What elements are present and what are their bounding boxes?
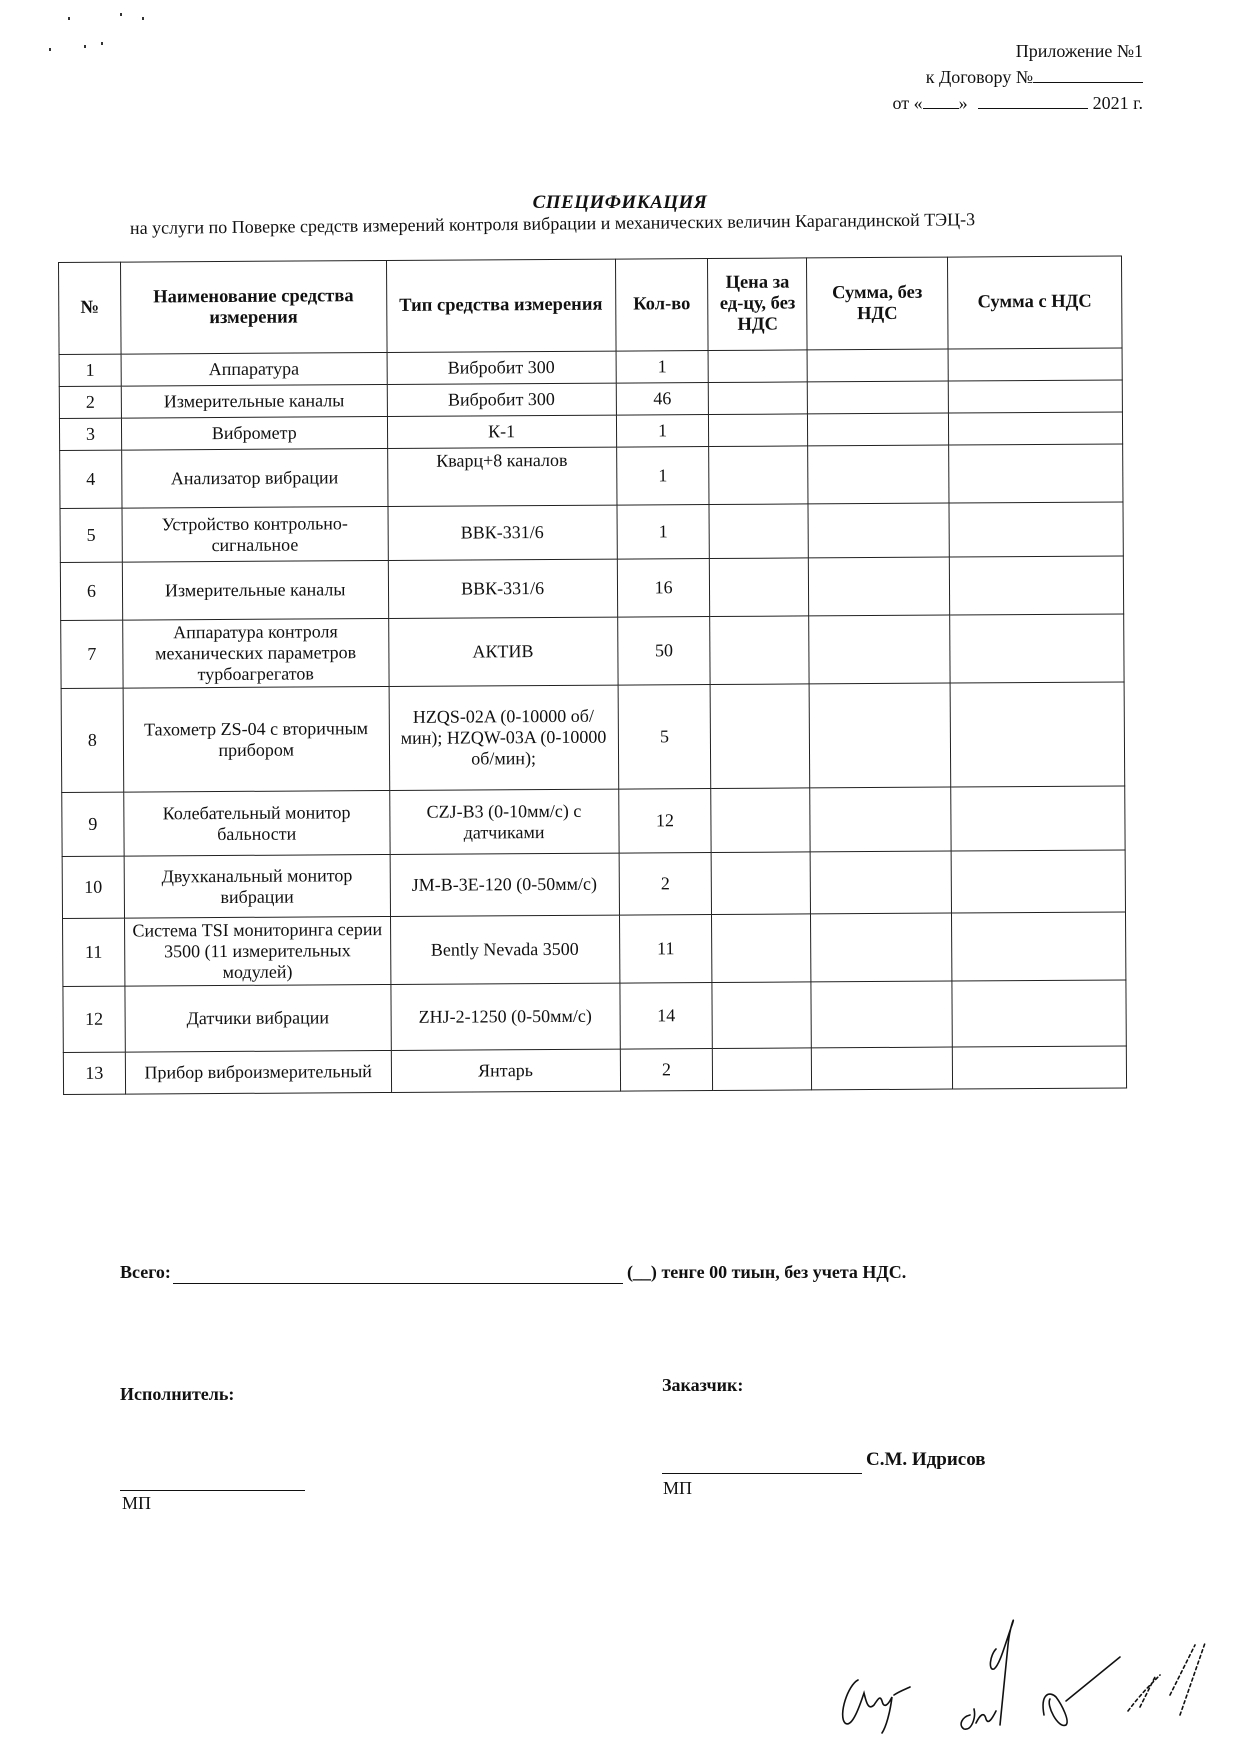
item-name: Анализатор вибрации xyxy=(122,448,388,508)
row-number: 5 xyxy=(60,508,122,562)
col-header-price: Цена за ед-цу, без НДС xyxy=(708,258,807,351)
row-number: 4 xyxy=(60,450,122,508)
sum-with-vat-cell[interactable] xyxy=(948,412,1122,445)
item-name: Измерительные каналы xyxy=(122,560,388,620)
sum-with-vat-cell[interactable] xyxy=(951,912,1126,981)
scan-speck xyxy=(49,48,51,51)
unit-price-cell[interactable] xyxy=(710,616,809,685)
sum-without-vat-cell[interactable] xyxy=(808,503,949,558)
scan-speck xyxy=(120,13,122,16)
scan-speck xyxy=(101,42,103,45)
table-header-row xyxy=(59,256,1123,354)
item-quantity: 11 xyxy=(619,915,712,984)
sum-with-vat-cell[interactable] xyxy=(948,348,1122,381)
executor-label: Исполнитель: xyxy=(120,1384,235,1404)
unit-price-cell[interactable] xyxy=(709,350,808,383)
date-prefix: от « xyxy=(892,93,923,113)
item-quantity: 1 xyxy=(617,505,710,560)
sum-with-vat-cell[interactable] xyxy=(948,444,1123,503)
item-name: Аппаратура xyxy=(121,352,387,386)
table-row xyxy=(61,614,1124,688)
item-type: АКТИВ xyxy=(388,617,618,686)
row-number: 11 xyxy=(63,918,125,986)
row-number: 2 xyxy=(59,386,121,418)
total-amount-words: (__) xyxy=(626,1262,657,1282)
handwritten-signature-icon xyxy=(1128,1643,1205,1715)
executor-stamp-label: МП xyxy=(122,1493,152,1513)
unit-price-cell[interactable] xyxy=(709,504,808,559)
sum-without-vat-cell[interactable] xyxy=(809,557,950,616)
item-type: ВВК-331/6 xyxy=(388,559,617,618)
unit-price-cell[interactable] xyxy=(709,446,808,505)
total-label: Всего: xyxy=(120,1262,171,1282)
item-name: Измерительные каналы xyxy=(121,384,387,418)
table-row xyxy=(63,912,1126,986)
row-number: 1 xyxy=(59,354,121,386)
item-type: ВВК-331/6 xyxy=(388,505,617,560)
item-quantity: 46 xyxy=(616,383,709,416)
item-name: Аппаратура контроля механических параметров турбоагрегатов xyxy=(123,618,389,688)
unit-price-cell[interactable] xyxy=(709,382,808,415)
row-number: 13 xyxy=(63,1052,125,1094)
customer-signatory-name: С.М. Идрисов xyxy=(866,1449,986,1470)
item-quantity: 1 xyxy=(616,351,709,384)
sum-with-vat-cell[interactable] xyxy=(951,786,1126,851)
handwritten-signature-icon xyxy=(1043,1657,1120,1725)
sum-without-vat-cell[interactable] xyxy=(808,413,949,446)
row-number: 12 xyxy=(63,986,125,1052)
sum-without-vat-cell[interactable] xyxy=(811,913,952,982)
scan-speck xyxy=(142,17,144,20)
item-name: Тахометр ZS-04 с вторичным прибором xyxy=(123,686,389,792)
date-mid: » xyxy=(958,93,968,113)
item-type: ZHJ-2-1250 (0-50мм/с) xyxy=(390,983,619,1050)
scan-speck xyxy=(84,45,86,48)
row-number: 6 xyxy=(60,562,122,620)
table-row xyxy=(62,850,1125,918)
row-number: 8 xyxy=(61,688,124,792)
item-type: К-1 xyxy=(387,415,616,448)
item-name: Система TSI мониторинга серии 3500 (11 измерительных модулей) xyxy=(124,916,390,986)
appendix-header xyxy=(893,38,1144,116)
col-header-sum: Сумма, без НДС xyxy=(807,257,948,350)
sum-without-vat-cell[interactable] xyxy=(809,683,950,788)
sum-without-vat-cell[interactable] xyxy=(811,981,952,1048)
handwritten-signature-icon xyxy=(961,1620,1013,1729)
col-header-num: № xyxy=(59,262,121,354)
executor-signature-line[interactable] xyxy=(120,1490,305,1491)
table-row xyxy=(60,444,1123,508)
item-quantity: 1 xyxy=(616,415,709,448)
unit-price-cell[interactable] xyxy=(712,914,811,983)
signatures-area xyxy=(830,1605,1230,1750)
sum-with-vat-cell[interactable] xyxy=(952,980,1127,1047)
contract-label: к Договору № xyxy=(925,67,1033,87)
row-number: 3 xyxy=(59,418,121,450)
sum-without-vat-cell[interactable] xyxy=(810,851,951,914)
item-quantity: 5 xyxy=(618,685,711,790)
item-type: Кварц+8 каналов xyxy=(387,447,616,506)
item-type: Bently Nevada 3500 xyxy=(390,915,620,984)
unit-price-cell[interactable] xyxy=(712,982,811,1049)
table-row xyxy=(63,980,1126,1052)
item-quantity: 50 xyxy=(617,617,710,686)
row-number: 7 xyxy=(61,620,123,688)
item-type: Вибробит 300 xyxy=(387,351,616,384)
item-name: Двухканальный монитор вибрации xyxy=(124,854,390,918)
item-quantity: 2 xyxy=(619,853,712,916)
item-quantity: 1 xyxy=(616,447,709,506)
item-quantity: 2 xyxy=(620,1049,713,1092)
total-amount-field[interactable] xyxy=(173,1262,623,1284)
date-line xyxy=(893,90,1144,116)
unit-price-cell[interactable] xyxy=(710,558,809,617)
item-quantity: 12 xyxy=(618,789,711,854)
unit-price-cell[interactable] xyxy=(711,684,810,789)
item-type: HZQS-02A (0-10000 об/мин); HZQW-03A (0-10000 об/мин); xyxy=(389,685,619,790)
col-header-sum-vat: Сумма с НДС xyxy=(947,256,1122,349)
sum-without-vat-cell[interactable] xyxy=(810,787,951,852)
table-body xyxy=(59,348,1127,1094)
sum-with-vat-cell[interactable] xyxy=(948,380,1122,413)
table-row xyxy=(63,1046,1126,1094)
sum-with-vat-cell[interactable] xyxy=(949,614,1124,683)
total-line xyxy=(120,1262,906,1284)
item-name: Прибор виброизмерительный xyxy=(125,1050,391,1094)
item-type: JM-B-3E-120 (0-50мм/с) xyxy=(390,853,619,916)
sum-with-vat-cell[interactable] xyxy=(952,1046,1126,1089)
table-row xyxy=(60,502,1123,562)
sum-with-vat-cell[interactable] xyxy=(949,502,1124,557)
sum-without-vat-cell[interactable] xyxy=(808,445,949,504)
unit-price-cell[interactable] xyxy=(711,788,810,853)
appendix-label: Приложение №1 xyxy=(1015,41,1143,61)
col-header-qty: Кол-во xyxy=(615,259,708,352)
item-type: Вибробит 300 xyxy=(387,383,616,416)
sum-without-vat-cell[interactable] xyxy=(807,349,948,382)
row-number: 10 xyxy=(62,856,124,918)
sum-without-vat-cell[interactable] xyxy=(809,615,950,684)
sum-with-vat-cell[interactable] xyxy=(949,556,1124,615)
col-header-type: Тип средства измерения xyxy=(386,259,616,352)
specification-table xyxy=(58,256,1127,1095)
date-day-field[interactable] xyxy=(923,90,959,109)
customer-signature-line[interactable] xyxy=(662,1473,862,1474)
item-quantity: 16 xyxy=(617,559,710,618)
total-suffix: тенге 00 тиын, без учета НДС. xyxy=(661,1262,907,1282)
customer-stamp-label: МП xyxy=(663,1478,693,1498)
item-name: Колебательный монитор бальности xyxy=(124,790,390,856)
unit-price-cell[interactable] xyxy=(709,414,808,447)
item-name: Виброметр xyxy=(121,416,387,450)
row-number: 9 xyxy=(62,792,124,856)
customer-label: Заказчик: xyxy=(662,1375,744,1395)
contract-number-field[interactable] xyxy=(1033,64,1143,83)
document-title: СПЕЦИФИКАЦИЯ xyxy=(532,192,708,213)
item-name: Устройство контрольно-сигнальное xyxy=(122,506,388,562)
date-month-field[interactable] xyxy=(978,90,1088,109)
scan-speck xyxy=(68,17,70,20)
sum-with-vat-cell[interactable] xyxy=(950,682,1125,787)
unit-price-cell[interactable] xyxy=(712,852,811,915)
item-type: Янтарь xyxy=(391,1049,620,1092)
contract-line xyxy=(893,64,1144,90)
item-type: CZJ-B3 (0-10мм/с) с датчиками xyxy=(389,789,618,854)
table-row xyxy=(60,556,1123,620)
document-subtitle: на услуги по Поверке средств измерений контроля вибрации и механических величин Карагандинской ТЭЦ-3 xyxy=(129,209,976,238)
sum-without-vat-cell[interactable] xyxy=(812,1047,953,1090)
handwritten-signature-icon xyxy=(843,1680,910,1733)
table-row xyxy=(61,682,1125,792)
sum-with-vat-cell[interactable] xyxy=(951,850,1126,913)
col-header-name: Наименование средства измерения xyxy=(120,260,386,354)
table-row xyxy=(62,786,1125,856)
unit-price-cell[interactable] xyxy=(713,1048,812,1091)
item-quantity: 14 xyxy=(620,983,713,1050)
sum-without-vat-cell[interactable] xyxy=(807,381,948,414)
date-year: 2021 г. xyxy=(1092,93,1143,113)
item-name: Датчики вибрации xyxy=(125,984,391,1052)
